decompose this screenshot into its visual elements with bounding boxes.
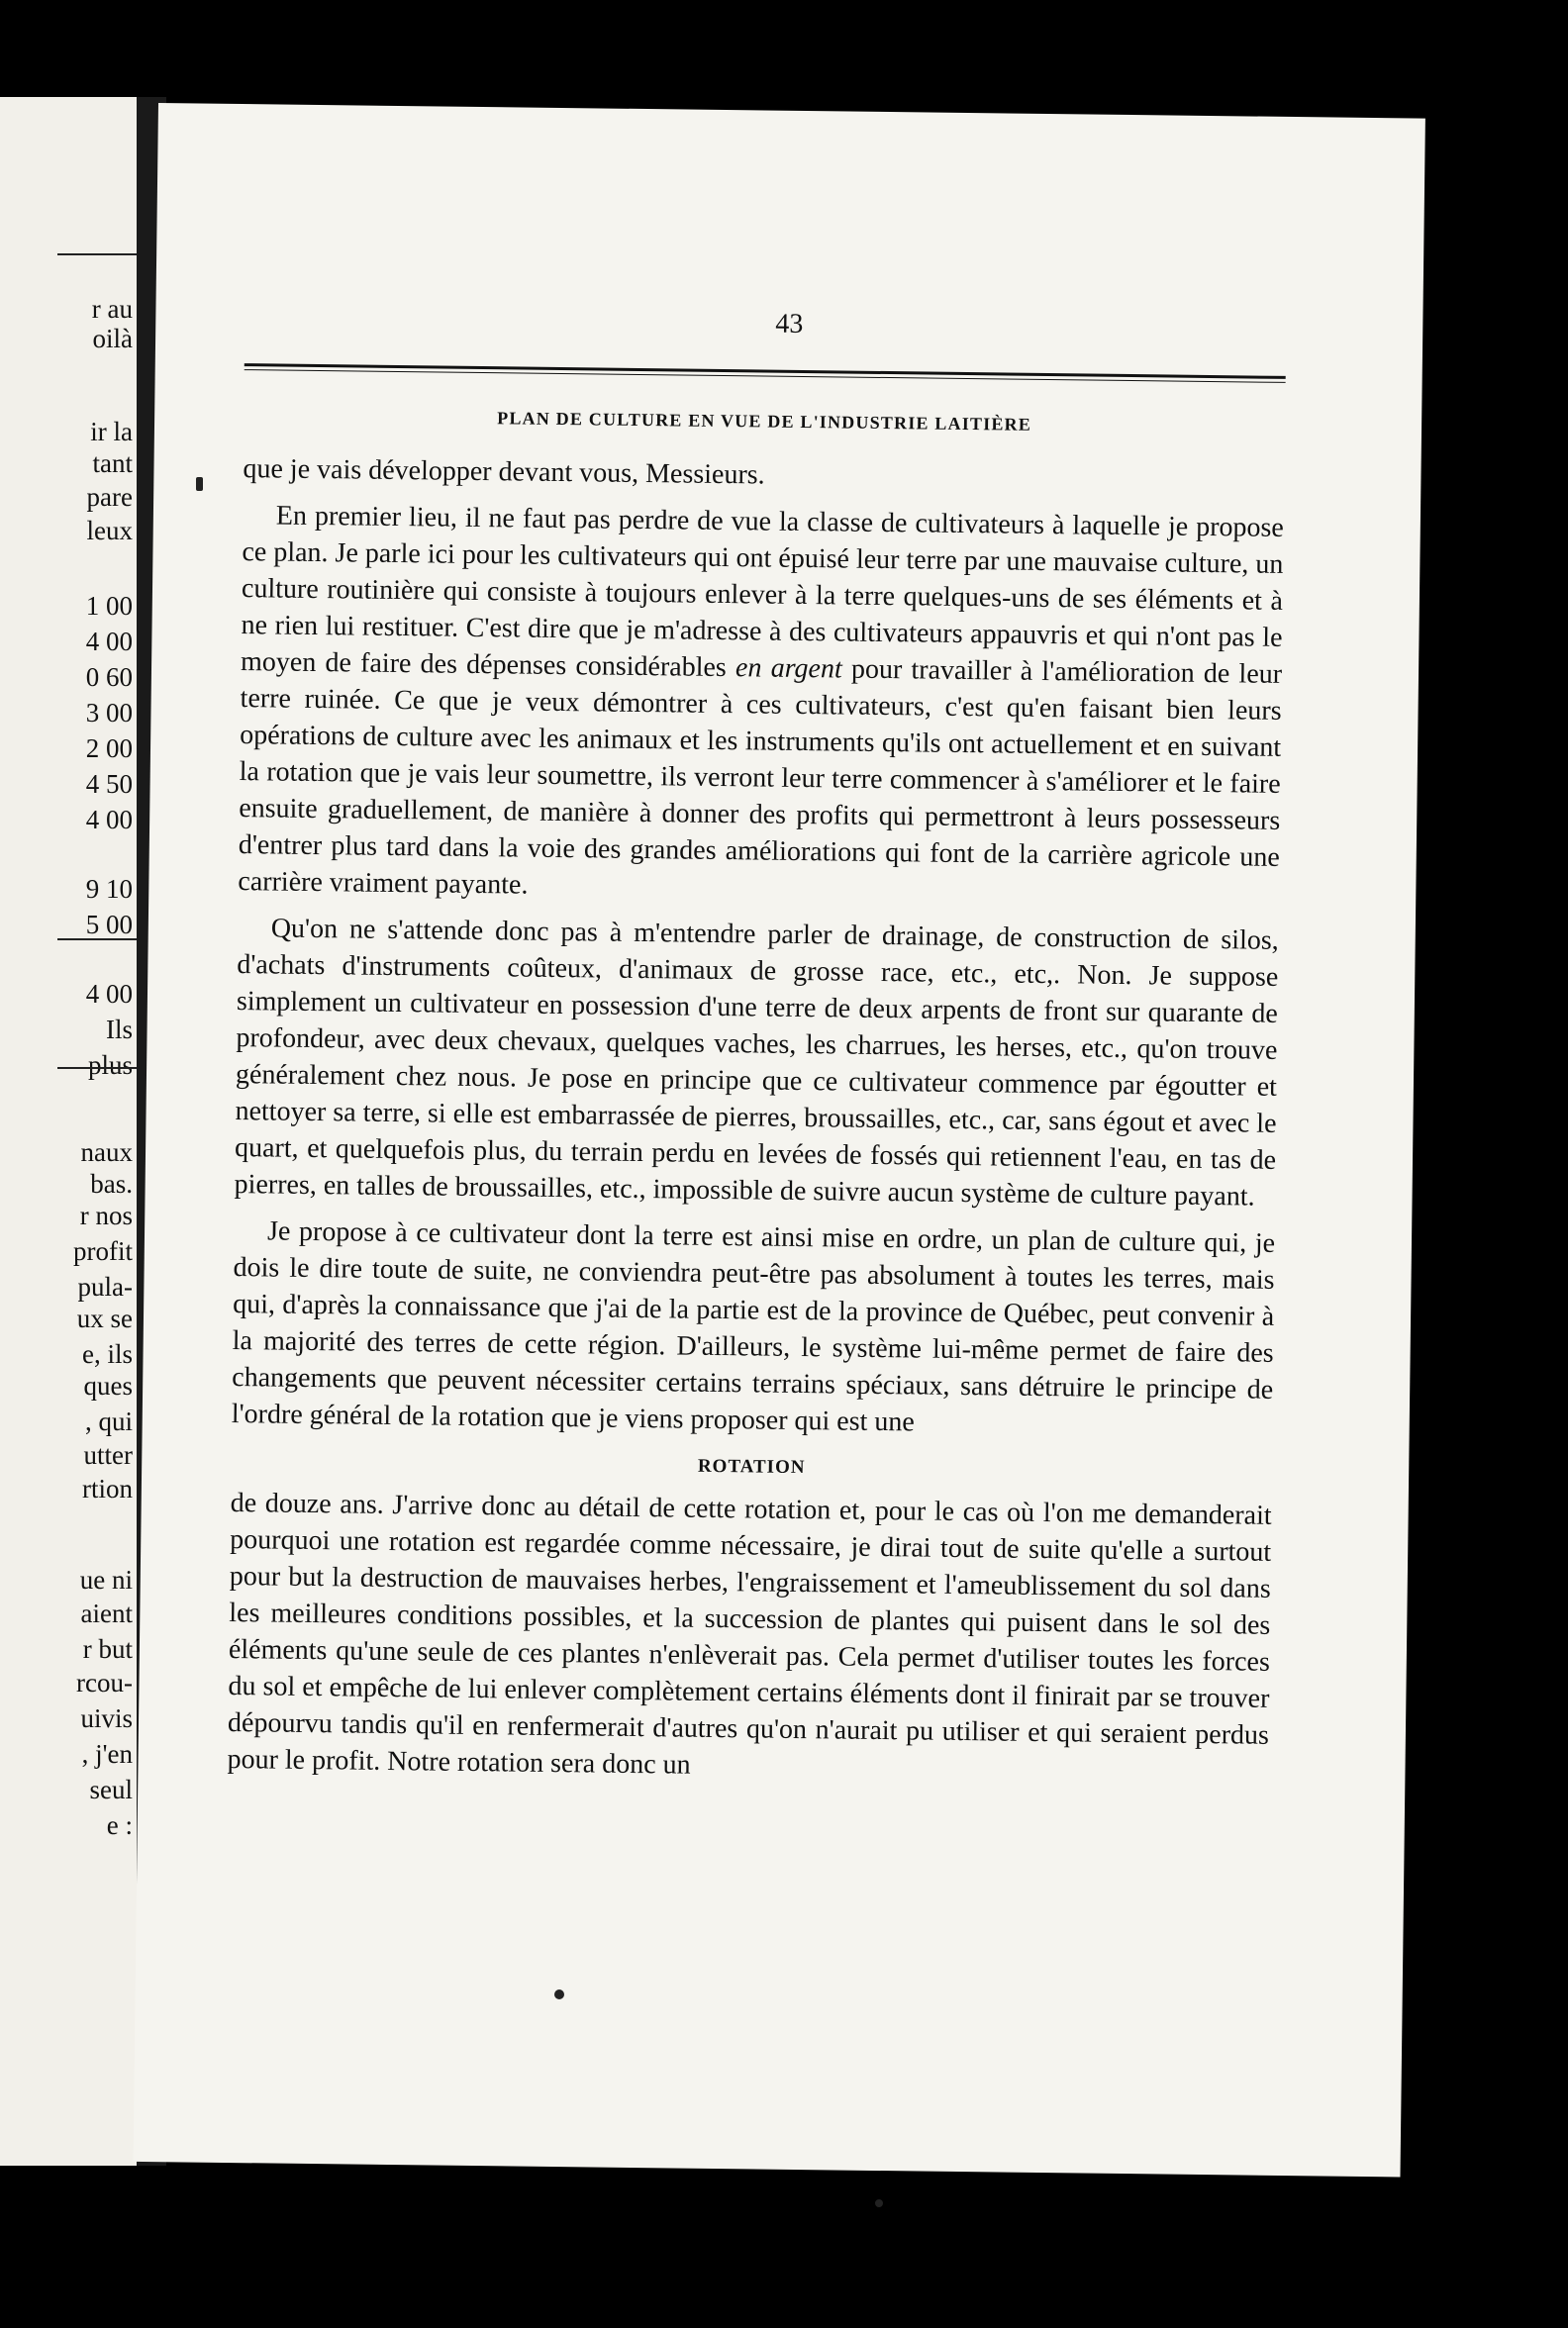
ink-speck [875,2199,883,2207]
facing-page-fragment: 1 00 [85,591,133,621]
facing-page-fragment: 5 00 [85,910,133,939]
facing-page-fragment: r nos [79,1201,133,1230]
facing-page-fragment: utter [83,1440,133,1470]
facing-page-fragment: 3 00 [85,698,133,728]
facing-page-fragment: 4 00 [85,805,133,834]
facing-page-fragment: rtion [82,1474,133,1504]
facing-page-fragment: tant [92,448,133,478]
facing-page-fragment: leux [86,516,133,545]
facing-page-fragment: bas. [90,1169,133,1199]
facing-page-fragment: e : [106,1810,133,1840]
paragraph: Je propose à ce cultivateur dont la terre est ainsi mise en ordre, un plan de culture qui, je dois le dire toute de suite, ne conviendra peut-être pas absolument à toutes les terres, mais qui, d'après la connaissance que j'ai de la partie est de la province de Québec, peut convenir à la majorité des terres de cette région. D'ailleurs, le système lui-même permet de faire des changements que peuvent nécessiter certains terrains spéciaux, sans détruire le principe de l'ordre général de la rotation que je viens proposer qui est une [231,1215,1276,1438]
facing-page-fragment: 4 00 [85,979,133,1009]
facing-page-fragment: Ils [106,1015,133,1044]
facing-page-fragment: oilà [92,324,133,353]
paragraph-text: pour travailler à l'amélioration de leur terre ruinée. Ce que je veux démontrer à ces cultivateurs, c'est qu'en faisant bien leurs opérations de culture avec les animaux et les instruments qu'ils ont actuellement et en suivant la rotation que je vais leur soumettre, ils verront leur terre commencer à s'améliorer et le faire ensuite graduellement, de manière à donner des profits qui permettront à leurs possesseurs d'entrer plus tard dans la voie des grandes améliorations qui font de la carrière agricole une carrière vraiment payante. [238,653,1283,901]
facing-page-fragment: rcou- [76,1668,133,1698]
page-number: 43 [775,308,804,340]
facing-page-fragment: r au [91,294,133,324]
facing-page-fragment: plus [87,1050,133,1080]
facing-page-left [0,97,137,2166]
ink-speck [196,477,203,491]
facing-page-fragment: pare [86,482,133,512]
paragraph: de douze ans. J'arrive donc au détail de cette rotation et, pour le cas où l'on me demanderait pourquoi une rotation est regardée comme nécessaire, je dirai tout de suite qu'elle a surtout pour but la destruction de mauvaises herbes, l'engraissement et l'ameublissement du sol dans les meilleures conditions possibles, et la succession de plantes qui puisent dans le sol des éléments qu'une seule de ces plantes n'enlèverait pas. Cela permet d'utiliser toutes les forces du sol et empêche de lui enlever complètement certains éléments dont il finirait par se trouver dépourvu tandis qu'il en renfermerait d'autres qu'on n'aurait pu utiliser et qui seraient perdus pour le profit. Notre rotation sera donc un [227,1487,1272,1781]
facing-page-fragment: , j'en [81,1739,133,1769]
facing-page-fragment: , qui [84,1406,133,1436]
facing-page-fragment: 4 00 [85,627,133,656]
facing-page-fragment: seul [89,1775,133,1804]
facing-page-fragment: ue ni [79,1565,133,1595]
facing-page-fragment: 2 00 [85,733,133,763]
facing-page-fragment: profit [73,1236,133,1266]
facing-page-rule [57,1067,137,1069]
paragraph [238,497,1284,913]
facing-page-fragment: e, ils [82,1339,133,1369]
facing-page-fragment: ques [83,1371,133,1401]
emphasis-text: en argent [735,652,842,685]
facing-page-rule [57,938,137,940]
paragraph: Qu'on ne s'attende donc pas à m'entendre parler de drainage, de construction de silos, d'achats d'instruments coûteux, d'animaux de grosse race, etc., etc,. Non. Je suppose simplement un cultivateur en possession d'une terre de deux arpents de front sur quarante de profondeur, avec deux chevaux, quelques vaches, les charrues, les herses, etc., qu'on trouve généralement chez nous. Je pose en principe que ce cultivateur commence par égoutter et nettoyer sa terre, si elle est embarrassée de pierres, broussailles, etc., car, sans égout et avec le quart, et quelquefois plus, du terrain perdu en levées de fossés qui retiennent l'eau, en tas de pierres, en talles de broussailles, etc., impossible de suivre aucun système de culture payant. [234,913,1279,1212]
paragraph-text: En premier lieu, il ne faut pas perdre de vue la classe de cultivateurs à laquelle je propose ce plan. Je parle ici pour les cultivateurs qui ont épuisé leur terre par une mauvaise culture, un culture routinière qui consiste à toujours enlever à la terre quelques-uns de ses éléments et à ne rien lui restituer. C'est dire que je m'adresse à des cultivateurs appauvris et qui n'ont pas le moyen de faire des dépenses considérables [240,500,1285,684]
running-head: PLAN DE CULTURE EN VUE DE L'INDUSTRIE LAITIÈRE [497,408,1032,435]
facing-page-fragment: naux [80,1137,133,1167]
page-43 [134,103,1425,2177]
body-text [227,450,1284,1800]
paragraph-continuation: que je vais développer devant vous, Messieurs. [243,453,765,491]
facing-page-fragment: ir la [90,417,133,446]
facing-page-fragment: 0 60 [85,662,133,692]
facing-page-fragment: r but [82,1634,133,1664]
facing-page-fragment: uivis [80,1703,133,1733]
facing-page-rule [57,253,137,255]
facing-page-fragment: ux se [76,1304,133,1333]
section-title: ROTATION [697,1455,806,1479]
facing-page-fragment: pula- [77,1272,133,1302]
ink-speck [554,1989,564,1999]
facing-page-fragment: 9 10 [85,874,133,904]
facing-page-fragment: 4 50 [85,769,133,799]
facing-page-fragment: aient [80,1599,133,1628]
